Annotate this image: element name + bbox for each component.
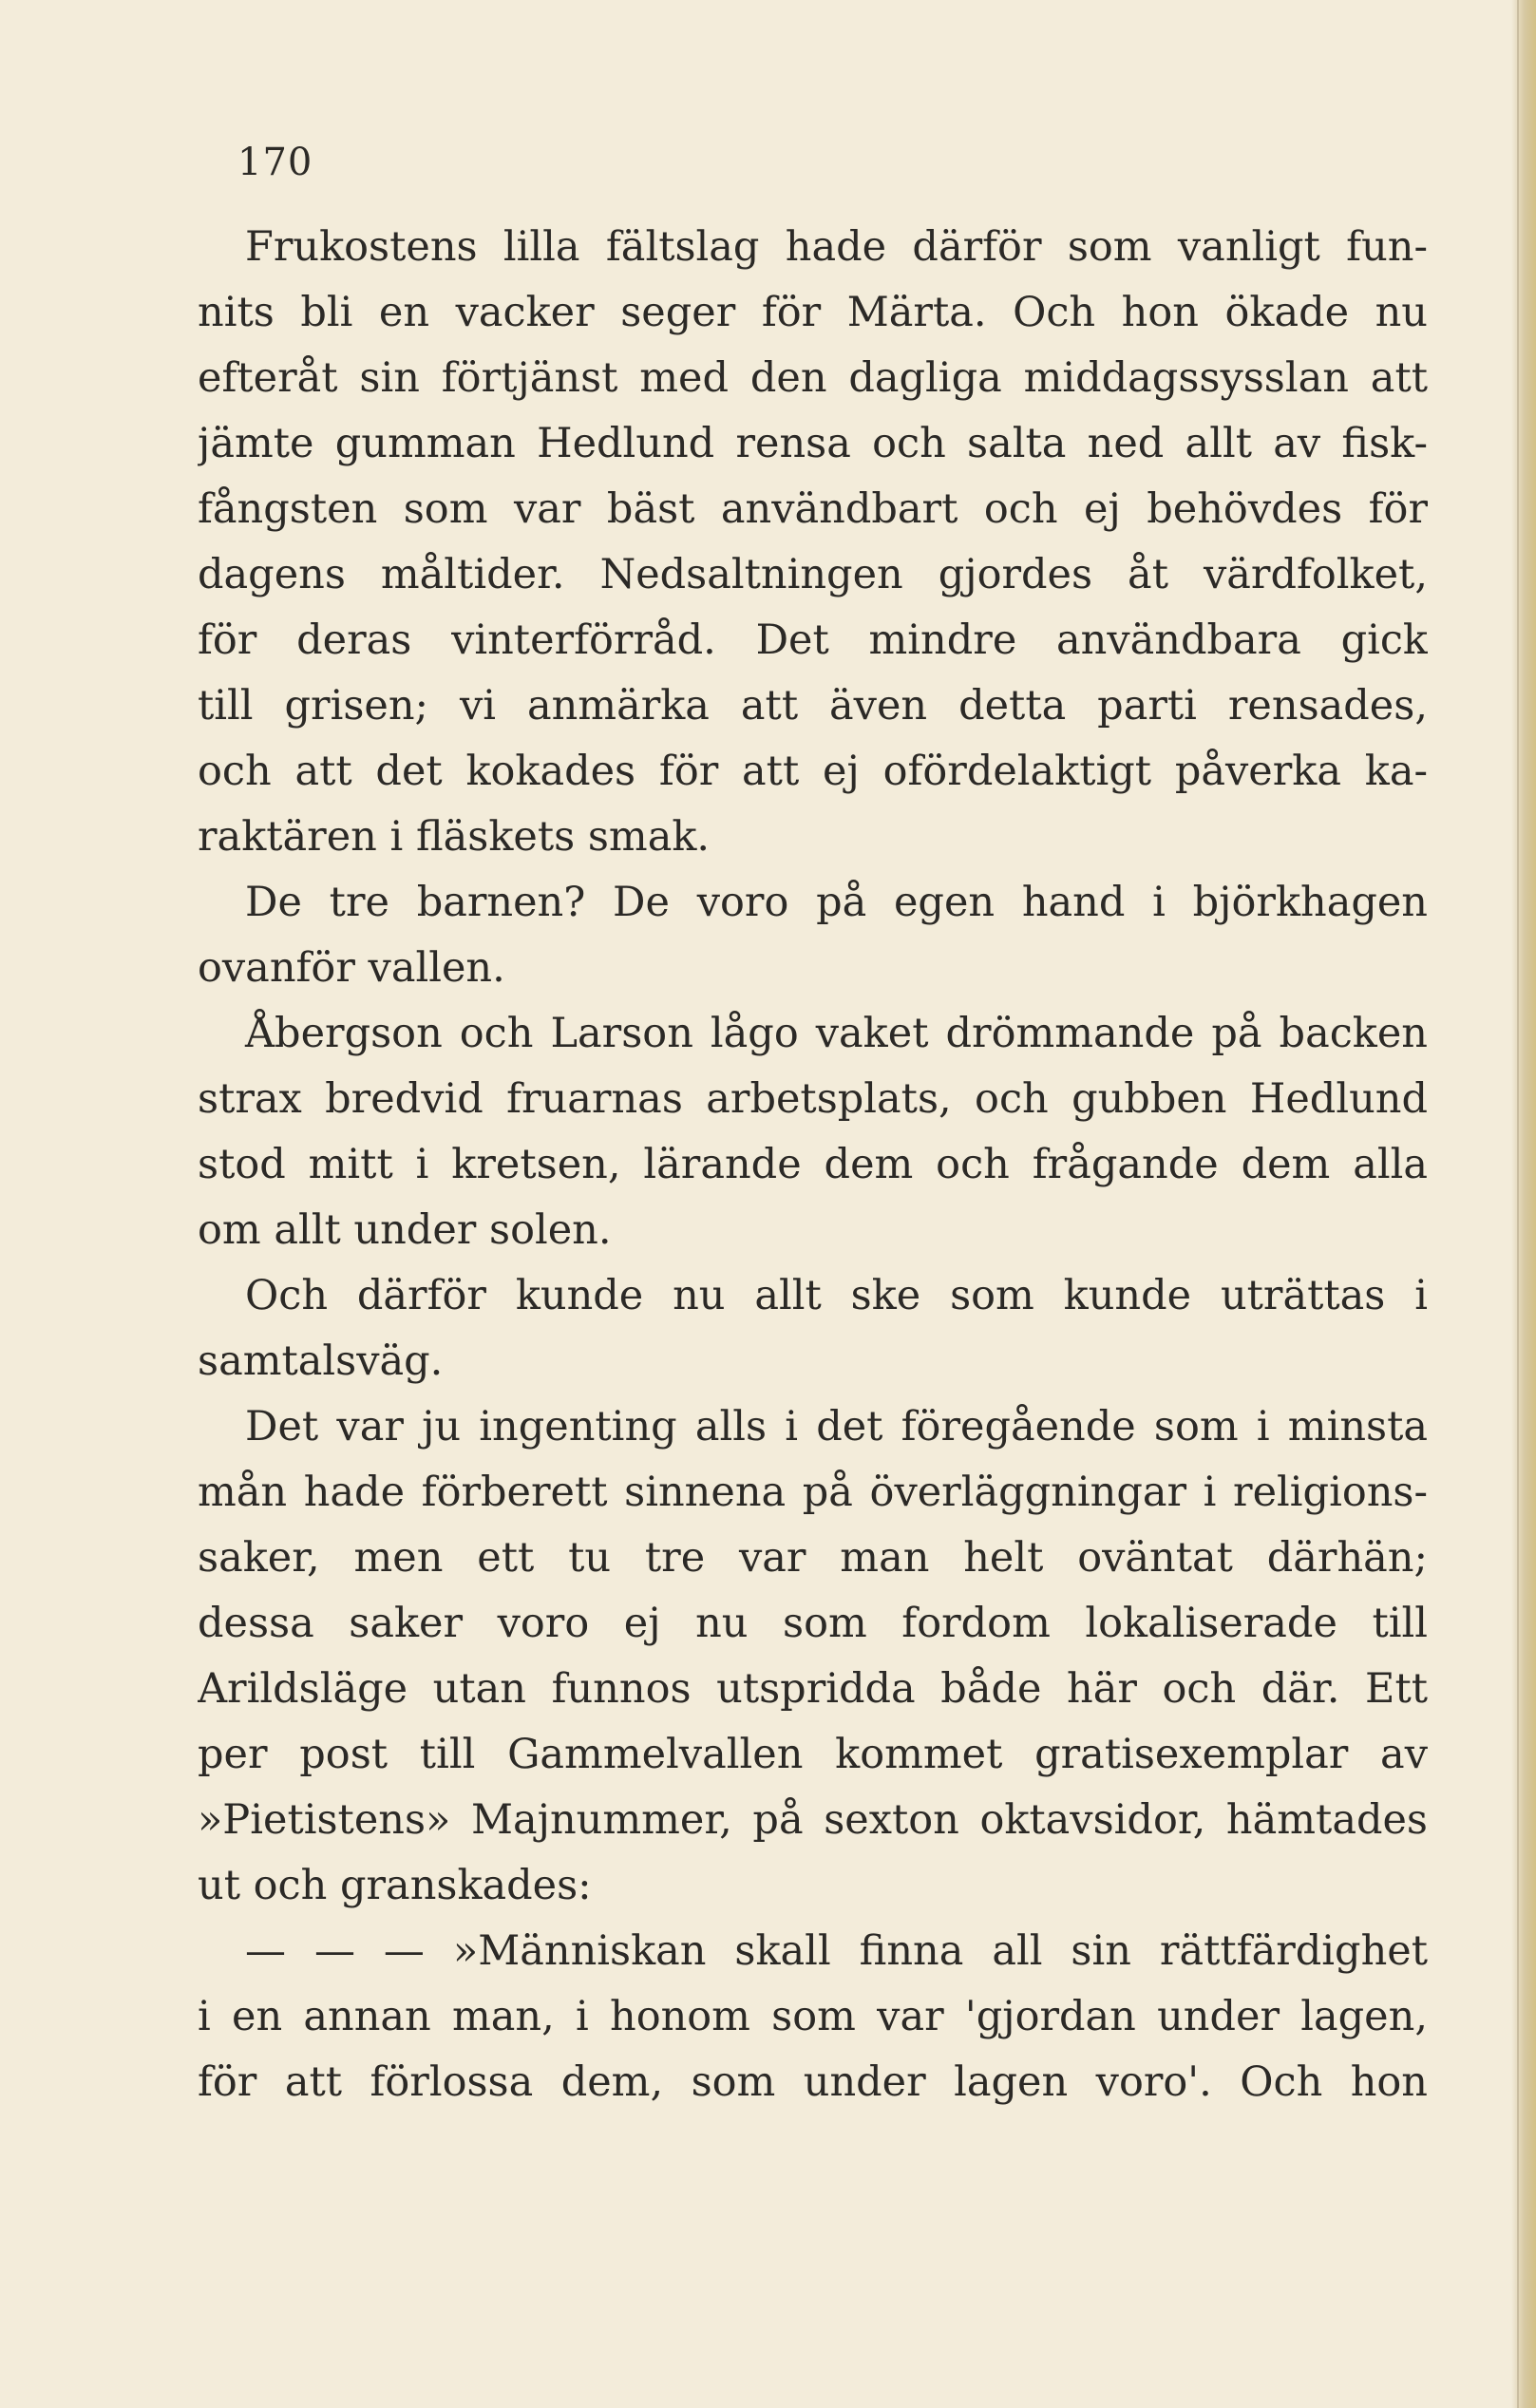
text-line: för att förlossa dem, som under lagen voro'. Och hon: [198, 2058, 1428, 2106]
text-line: Frukostens lilla fältslag hade därför som vanligt fun-: [245, 223, 1428, 271]
text-line: ovanför vallen.: [198, 944, 505, 992]
text-line: saker, men ett tu tre var man helt oväntat därhän;: [198, 1534, 1428, 1582]
page-edge-shadow: [1511, 0, 1536, 2408]
text-line: fångsten som var bäst användbart och ej behövdes för: [198, 485, 1428, 533]
text-line: ut och granskades:: [198, 1862, 592, 1909]
text-line: Det var ju ingenting alls i det föregående som i minsta: [245, 1403, 1428, 1450]
text-line: efteråt sin förtjänst med den dagliga middagssysslan att: [198, 354, 1428, 402]
text-line: och att det kokades för att ej ofördelaktigt påverka ka-: [198, 748, 1428, 795]
text-line: Åbergson och Larson lågo vaket drömmande på backen: [245, 1010, 1428, 1057]
text-line: mån hade förberett sinnena på överläggningar i religions-: [198, 1469, 1428, 1516]
text-line: strax bredvid fruarnas arbetsplats, och gubben Hedlund: [198, 1075, 1428, 1123]
text-line: nits bli en vacker seger för Märta. Och hon ökade nu: [198, 289, 1428, 336]
text-line: till grisen; vi anmärka att även detta parti rensades,: [198, 682, 1428, 730]
text-line: för deras vinterförråd. Det mindre användbara gick: [198, 616, 1428, 664]
text-line: om allt under solen.: [198, 1206, 612, 1254]
text-line: raktären i fläskets smak.: [198, 813, 711, 861]
text-line: Arildsläge utan funnos utspridda både här och där. Ett: [198, 1665, 1428, 1713]
text-line: Och därför kunde nu allt ske som kunde uträttas i: [245, 1272, 1428, 1319]
text-line: samtalsväg.: [198, 1337, 444, 1385]
page-number: 170: [237, 141, 313, 184]
text-line: — — — »Människan skall finna all sin rättfärdighet: [245, 1927, 1428, 1975]
text-line: i en annan man, i honom som var 'gjordan under lagen,: [198, 1993, 1428, 2040]
page-edge-line: [1517, 0, 1519, 2408]
body-text: [198, 215, 1428, 2115]
text-line: De tre barnen? De voro på egen hand i björkhagen: [245, 879, 1428, 926]
text-line: dessa saker voro ej nu som fordom lokaliserade till: [198, 1600, 1428, 1647]
text-line: dagens måltider. Nedsaltningen gjordes åt värdfolket,: [198, 551, 1428, 598]
text-line: »Pietistens» Majnummer, på sexton oktavsidor, hämtades: [198, 1796, 1428, 1844]
text-line: stod mitt i kretsen, lärande dem och frågande dem alla: [198, 1141, 1428, 1188]
text-line: per post till Gammelvallen kommet gratisexemplar av: [198, 1731, 1428, 1778]
text-line: jämte gumman Hedlund rensa och salta ned allt av fisk-: [198, 420, 1428, 467]
